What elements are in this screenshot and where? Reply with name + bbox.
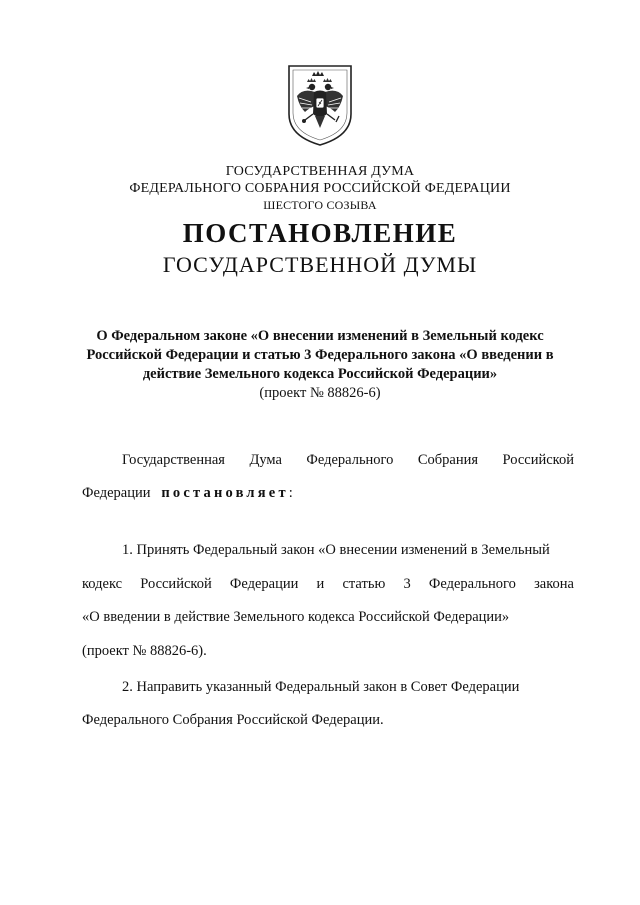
- item2-line-1: 2. Направить указанный Федеральный закон в Совет Федерации: [122, 679, 520, 695]
- resolves-verb: постановляет: [161, 485, 289, 501]
- preamble-word: Дума: [249, 452, 282, 468]
- item1-word: статью: [342, 576, 386, 592]
- header-line-assembly: ФЕДЕРАЛЬНОГО СОБРАНИЯ РОССИЙСКОЙ ФЕДЕРАЦИИ: [129, 181, 511, 196]
- subject-line-1: О Федеральном законе «О внесении изменений в Земельный кодекс: [96, 328, 544, 344]
- preamble-line-1: [122, 451, 574, 469]
- item1-line-2: [82, 575, 574, 593]
- item2-line-2: Федерального Собрания Российской Федерации.: [82, 712, 384, 728]
- preamble-word: Федерального: [306, 452, 394, 468]
- item1-word: кодекс: [82, 576, 123, 592]
- preamble-colon: :: [288, 485, 293, 501]
- item1-line-1: 1. Принять Федеральный закон «О внесении изменений в Земельный: [122, 542, 550, 558]
- item1-word: Федерации: [229, 576, 299, 592]
- item1-word: Федерального: [428, 576, 516, 592]
- project-number: (проект № 88826-6): [259, 385, 381, 401]
- header-line-convocation: ШЕСТОГО СОЗЫВА: [263, 198, 377, 212]
- double-headed-eagle-emblem-icon: [285, 62, 355, 148]
- preamble-line-2: [82, 484, 574, 502]
- item1-word: 3: [403, 576, 411, 592]
- item1-word: закона: [534, 576, 574, 592]
- item1-word: и: [316, 576, 325, 592]
- subject-line-3: действие Земельного кодекса Российской Федерации»: [142, 366, 498, 382]
- preamble-word: Российской: [502, 452, 574, 468]
- preamble-word: Собрания: [417, 452, 479, 468]
- document-title: ПОСТАНОВЛЕНИЕ: [182, 218, 458, 248]
- item1-line-3: «О введении в действие Земельного кодекса Российской Федерации»: [82, 609, 510, 625]
- item1-line-4: (проект № 88826-6).: [82, 643, 207, 659]
- subject-line-2: Российской Федерации и статью 3 Федерального закона «О введении в: [86, 347, 554, 363]
- header-line-duma: ГОСУДАРСТВЕННАЯ ДУМА: [225, 164, 415, 179]
- item1-word: Российской: [140, 576, 212, 592]
- preamble-word: Государственная: [122, 452, 225, 468]
- document-subtitle: ГОСУДАРСТВЕННОЙ ДУМЫ: [162, 252, 478, 277]
- preamble-federation: Федерации: [82, 485, 151, 501]
